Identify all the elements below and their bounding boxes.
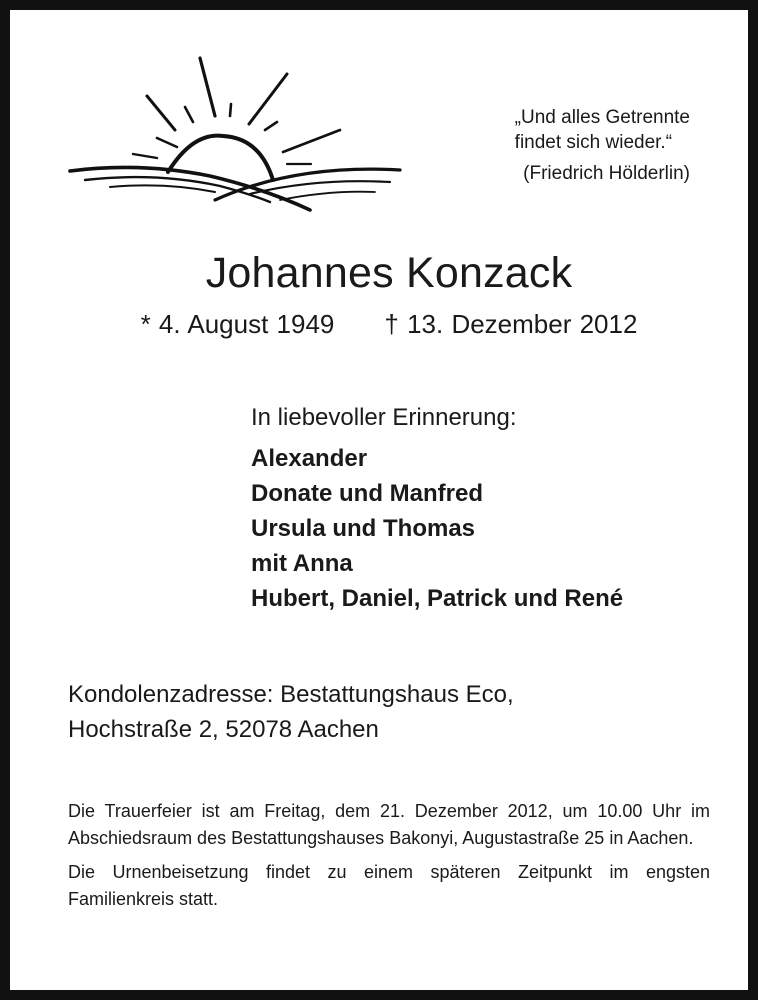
condolence-line-1: Kondolenzadresse: Bestattungshaus Eco, — [68, 681, 514, 708]
ceremony-text: Die Trauerfeier ist am Freitag, dem 21. Dezember 2012, um 10.00 Uhr im Abschiedsraum des Bestattungshauses Bakonyi, Augustastraße 25 in Aachen. — [68, 801, 710, 848]
memory-intro: In liebevoller Erinnerung: — [251, 404, 517, 431]
life-dates — [10, 307, 758, 341]
mourner-list — [251, 441, 623, 616]
mourner-name: Alexander — [251, 445, 368, 472]
birth-date: * 4. August 1949 — [140, 309, 335, 339]
death-date: † 13. Dezember 2012 — [384, 309, 638, 339]
quote-line-1: „Und alles Getrennte — [514, 107, 690, 128]
urn-burial-text: Die Urnenbeisetzung findet zu einem späteren Zeitpunkt im engsten Familienkreis statt. — [68, 862, 710, 909]
deceased-name: Johannes Konzack — [205, 249, 573, 297]
service-info — [68, 798, 710, 920]
condolence-line-2: Hochstraße 2, 52078 Aachen — [68, 716, 379, 743]
mourner-name: Donate und Manfred — [251, 480, 483, 507]
mourner-name: Ursula und Thomas — [251, 515, 476, 542]
quote-block — [515, 105, 690, 186]
sunset-illustration — [65, 52, 410, 217]
mourner-name: mit Anna — [251, 550, 353, 577]
mourners-block — [251, 402, 623, 616]
quote-line-2: findet sich wieder.“ — [514, 132, 673, 153]
mourner-name: Hubert, Daniel, Patrick und René — [251, 585, 624, 612]
condolence-address — [68, 677, 514, 747]
quote-author: (Friedrich Hölderlin) — [523, 163, 690, 184]
